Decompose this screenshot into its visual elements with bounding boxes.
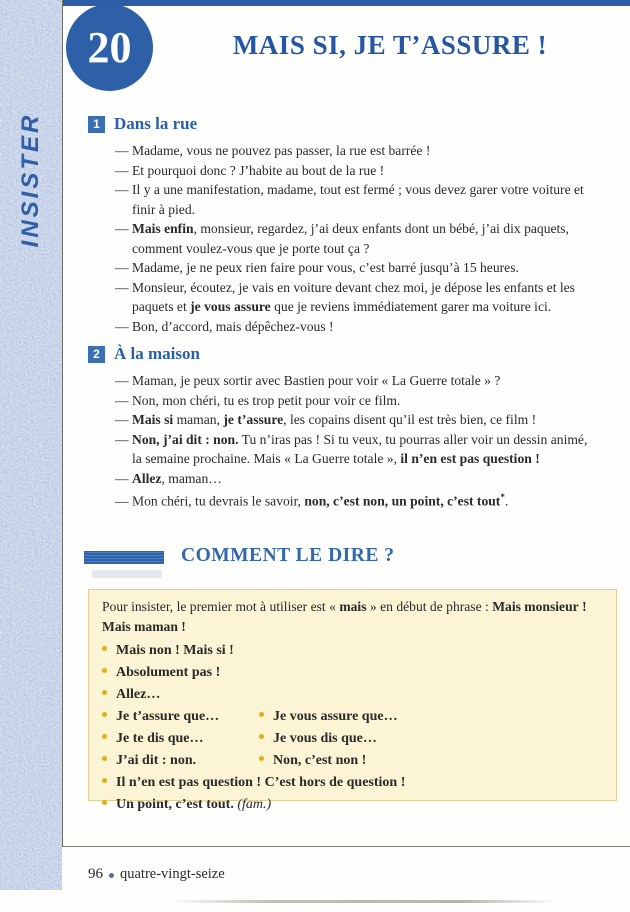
text-segment: —	[115, 431, 132, 447]
dialogue-line	[115, 161, 593, 181]
text-segment: —	[115, 412, 132, 427]
text-segment: —	[115, 470, 132, 486]
bullet-item	[102, 706, 259, 728]
top-accent-bar	[63, 0, 630, 6]
section-number-badge: 1	[88, 116, 105, 133]
section-header	[88, 114, 608, 134]
text-segment: — Bon, d’accord, mais dépêchez-vous !	[115, 318, 334, 334]
text-segment: Il n’en est pas question ! C’est hors de question !	[116, 775, 406, 790]
text-segment: *	[500, 492, 505, 502]
page-footer	[88, 866, 225, 883]
bullet-text	[116, 706, 219, 728]
unit-number-badge	[66, 4, 153, 91]
text-segment: Allez	[132, 470, 162, 486]
dialogue-line	[115, 180, 593, 219]
bullet-dot-icon	[102, 690, 107, 695]
text-segment: que je reviens immédiatement garer ma voiture ici.	[270, 299, 552, 314]
how-to-say-it-heading: COMMENT LE DIRE ?	[181, 545, 395, 566]
bullet-text	[273, 750, 366, 772]
expressions-intro	[102, 597, 604, 637]
dialogue-line	[115, 278, 593, 317]
bullet-dot-icon	[102, 800, 107, 805]
text-segment: Je te dis que…	[116, 731, 204, 746]
bullet-dot-icon	[102, 712, 107, 717]
text-segment: Mais monsieur ! Mais maman !	[102, 599, 587, 634]
bullet-text	[116, 684, 160, 706]
scan-curl-shadow	[168, 900, 560, 903]
text-segment: — Monsieur, écoutez, je vais en voiture devant chez moi, je dépose les enfants et les paquets et	[115, 279, 575, 314]
text-segment: Un point, c’est tout.	[116, 797, 234, 812]
text-segment: .	[504, 493, 509, 509]
bullet-dot-icon	[259, 756, 264, 761]
bullet-dot-icon	[102, 778, 107, 783]
text-segment: Mais enfin	[132, 221, 194, 236]
text-segment: —	[115, 221, 132, 236]
dialogue-line	[115, 219, 593, 258]
bullet-text	[273, 706, 398, 728]
left-margin-texture	[0, 0, 62, 890]
chapter-theme-label: INSISTER	[17, 112, 44, 248]
bullet-item	[259, 728, 604, 750]
bullet-item	[102, 794, 604, 816]
bullet-dot-icon	[259, 734, 264, 739]
dialogue-line	[115, 317, 593, 337]
text-segment: non, c’est non, un point, c’est tout	[304, 493, 501, 509]
dialogue-line	[115, 410, 593, 430]
text-segment: (fam.)	[237, 797, 272, 812]
text-segment: — Madame, je ne peux rien faire pour vous, c’est barré jusqu’à 15 heures.	[115, 260, 519, 275]
bullet-text	[273, 728, 377, 750]
text-segment: — Maman, je peux sortir avec Bastien pour voir « La Guerre totale » ?	[115, 373, 501, 388]
bullet-item	[102, 662, 604, 684]
bullet-item	[259, 706, 604, 728]
text-segment: Je vous assure que…	[273, 709, 398, 724]
text-segment: — Madame, vous ne pouvez pas passer, la rue est barrée !	[115, 143, 431, 158]
bullet-item	[102, 772, 604, 794]
text-segment: Je vous dis que…	[273, 731, 377, 746]
bullet-pair-row	[102, 728, 604, 750]
section-title: Dans la rue	[114, 114, 198, 133]
bullet-dot-icon	[102, 668, 107, 673]
dialogue-lines	[88, 141, 593, 336]
text-segment: — Il y a une manifestation, madame, tout est fermé ; vous devez garer votre voiture et finir à pied.	[115, 182, 584, 217]
bullet-dot-icon	[259, 712, 264, 717]
bullet-text	[116, 750, 196, 772]
footer-dot-icon	[109, 873, 114, 878]
text-segment: , monsieur, regardez, j’ai deux enfants dont un bébé, j’ai dix paquets, comment voulez-vous que je porte tout ça ?	[132, 221, 569, 256]
heading-accent-bar-shadow	[92, 570, 162, 578]
bullet-pair-row	[102, 750, 604, 772]
bullet-pair-row	[102, 706, 604, 728]
dialogue-lines	[88, 371, 593, 511]
single-bullets	[102, 640, 604, 706]
bullet-text	[116, 640, 234, 662]
text-segment: il n’en est pas question !	[400, 451, 540, 466]
text-segment: Je t’assure que…	[116, 709, 220, 724]
section-title: À la maison	[114, 344, 200, 363]
bullet-text	[116, 728, 204, 750]
text-segment: Non, c’est non !	[273, 753, 367, 768]
page-number-word: quatre-vingt-seize	[120, 866, 225, 882]
bullet-item	[102, 728, 259, 750]
text-segment: , les copains disent qu’il est très bien, ce film !	[283, 412, 537, 427]
dialogue-line	[115, 258, 593, 278]
section-header	[88, 344, 608, 364]
bullet-text	[116, 794, 271, 816]
text-segment: Tu n’iras pas ! Si tu veux, tu pourras aller voir un dessin animé, la semaine prochaine. Mais « La Guerre totale »,	[132, 431, 588, 466]
heading-accent-bar	[84, 551, 164, 564]
bullet-text	[116, 662, 220, 684]
bullet-item	[259, 750, 604, 772]
section-a-la-maison	[88, 344, 608, 511]
text-segment: » en début de phrase :	[366, 599, 493, 614]
text-segment: Mais si	[132, 412, 174, 427]
text-segment: — Mon chéri, tu devrais le savoir,	[115, 493, 305, 509]
page-number: 96	[88, 866, 103, 882]
text-segment: J’ai dit : non.	[116, 753, 197, 768]
dialogue-line	[115, 391, 593, 411]
dialogue-line	[115, 430, 593, 469]
text-segment: — Et pourquoi donc ? J’habite au bout de la rue !	[115, 162, 385, 178]
text-segment: je vous assure	[190, 299, 271, 314]
text-segment: , maman…	[161, 470, 222, 486]
full-width-bullets	[102, 772, 604, 816]
text-segment: Absolument pas !	[116, 665, 221, 680]
dialogue-line	[115, 141, 593, 161]
text-segment: Allez…	[116, 687, 161, 702]
bullet-dot-icon	[102, 646, 107, 651]
expressions-list	[102, 640, 604, 816]
content-bottom-border	[63, 846, 630, 847]
paired-bullets	[102, 706, 604, 772]
dialogue-line	[115, 371, 593, 391]
dialogue-line	[115, 488, 593, 511]
section-number-badge: 2	[88, 346, 105, 363]
text-segment: je t’assure	[223, 412, 284, 427]
text-segment: Pour insister, le premier mot à utiliser est «	[102, 599, 340, 614]
text-segment: Non, j’ai dit : non.	[132, 431, 239, 447]
bullet-text	[116, 772, 405, 794]
bullet-item	[102, 640, 604, 662]
page-title: MAIS SI, JE T’ASSURE !	[232, 30, 548, 60]
text-segment: — Non, mon chéri, tu es trop petit pour voir ce film.	[115, 392, 401, 408]
dialogue-line	[115, 469, 593, 489]
text-segment: Mais non ! Mais si !	[116, 643, 234, 658]
text-segment: maman,	[173, 412, 224, 427]
content-left-border	[62, 0, 63, 847]
text-segment: mais	[339, 599, 367, 614]
section-dans-la-rue	[88, 114, 608, 336]
bullet-dot-icon	[102, 734, 107, 739]
bullet-item	[102, 750, 259, 772]
bullet-item	[102, 684, 604, 706]
bullet-dot-icon	[102, 756, 107, 761]
expressions-box	[88, 589, 617, 812]
unit-number: 20	[87, 22, 132, 72]
